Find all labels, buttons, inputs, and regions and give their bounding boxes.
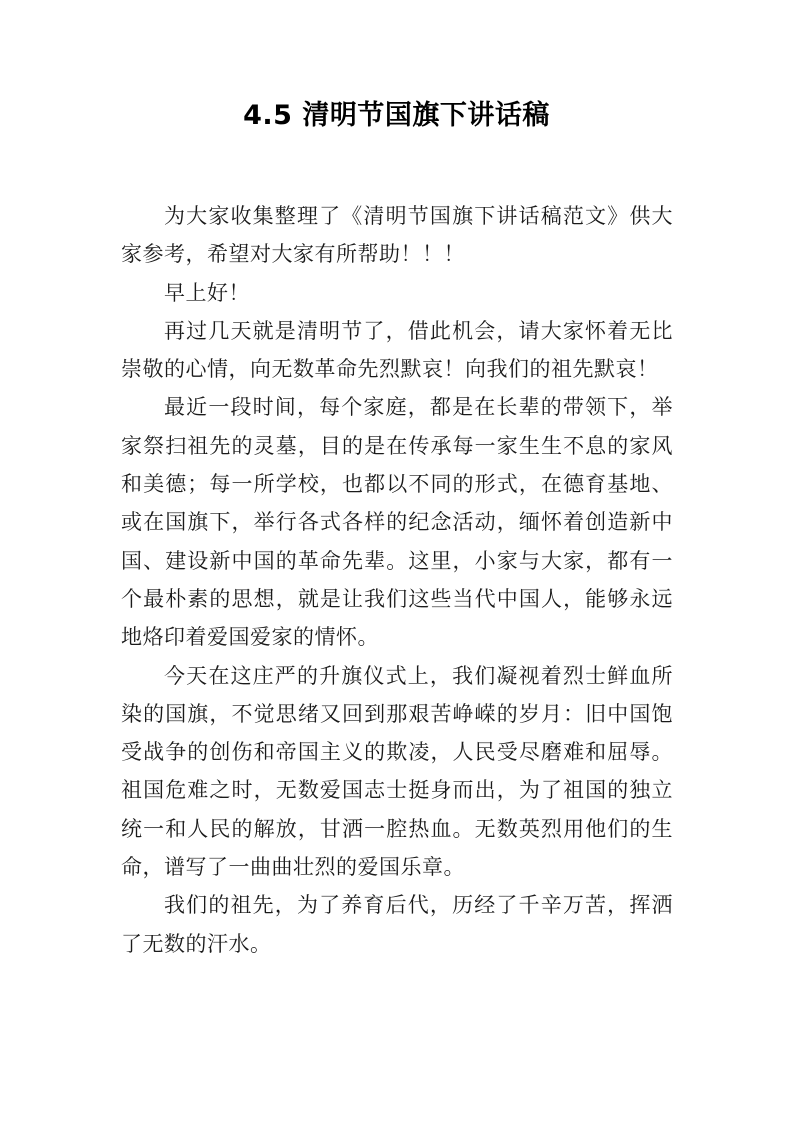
paragraph-intro: 为大家收集整理了《清明节国旗下讲话稿范文》供大家参考，希望对大家有所帮助！！！ xyxy=(121,204,673,267)
document-body xyxy=(121,197,673,963)
paragraph-greeting: 早上好！ xyxy=(164,280,250,305)
paragraph-flag-ceremony-history: 今天在这庄严的升旗仪式上，我们凝视着烈士鲜血所染的国旗，不觉思绪又回到那艰苦峥嵘的岁月：旧中国饱受战争的创伤和帝国主义的欺凌，人民受尽磨难和屈辱。祖国危难之时，无数爱国志士挺身而出，为了祖国的独立统一和人民的解放，甘洒一腔热血。无数英烈用他们的生命，谱写了一曲曲壮烈的爱国乐章。 xyxy=(121,663,673,880)
paragraph-ancestors: 我们的祖先，为了养育后代，历经了千辛万苦，挥洒了无数的汗水。 xyxy=(121,893,673,956)
paragraph-qingming-tribute: 再过几天就是清明节了，借此机会，请大家怀着无比崇敬的心情，向无数革命先烈默哀！向我们的祖先默哀！ xyxy=(121,318,673,382)
paragraph-family-school-activities: 最近一段时间，每个家庭，都是在长辈的带领下，举家祭扫祖先的灵墓，目的是在传承每一家生生不息的家风和美德；每一所学校，也都以不同的形式，在德育基地、或在国旗下，举行各式各样的纪念活动，缅怀着创造新中国、建设新中国的革命先辈。这里，小家与大家，都有一个最朴素的思想，就是让我们这些当代中国人，能够永远地烙印着爱国爱家的情怀。 xyxy=(121,395,673,650)
document-title: 4.5 清明节国旗下讲话稿 xyxy=(243,100,550,131)
